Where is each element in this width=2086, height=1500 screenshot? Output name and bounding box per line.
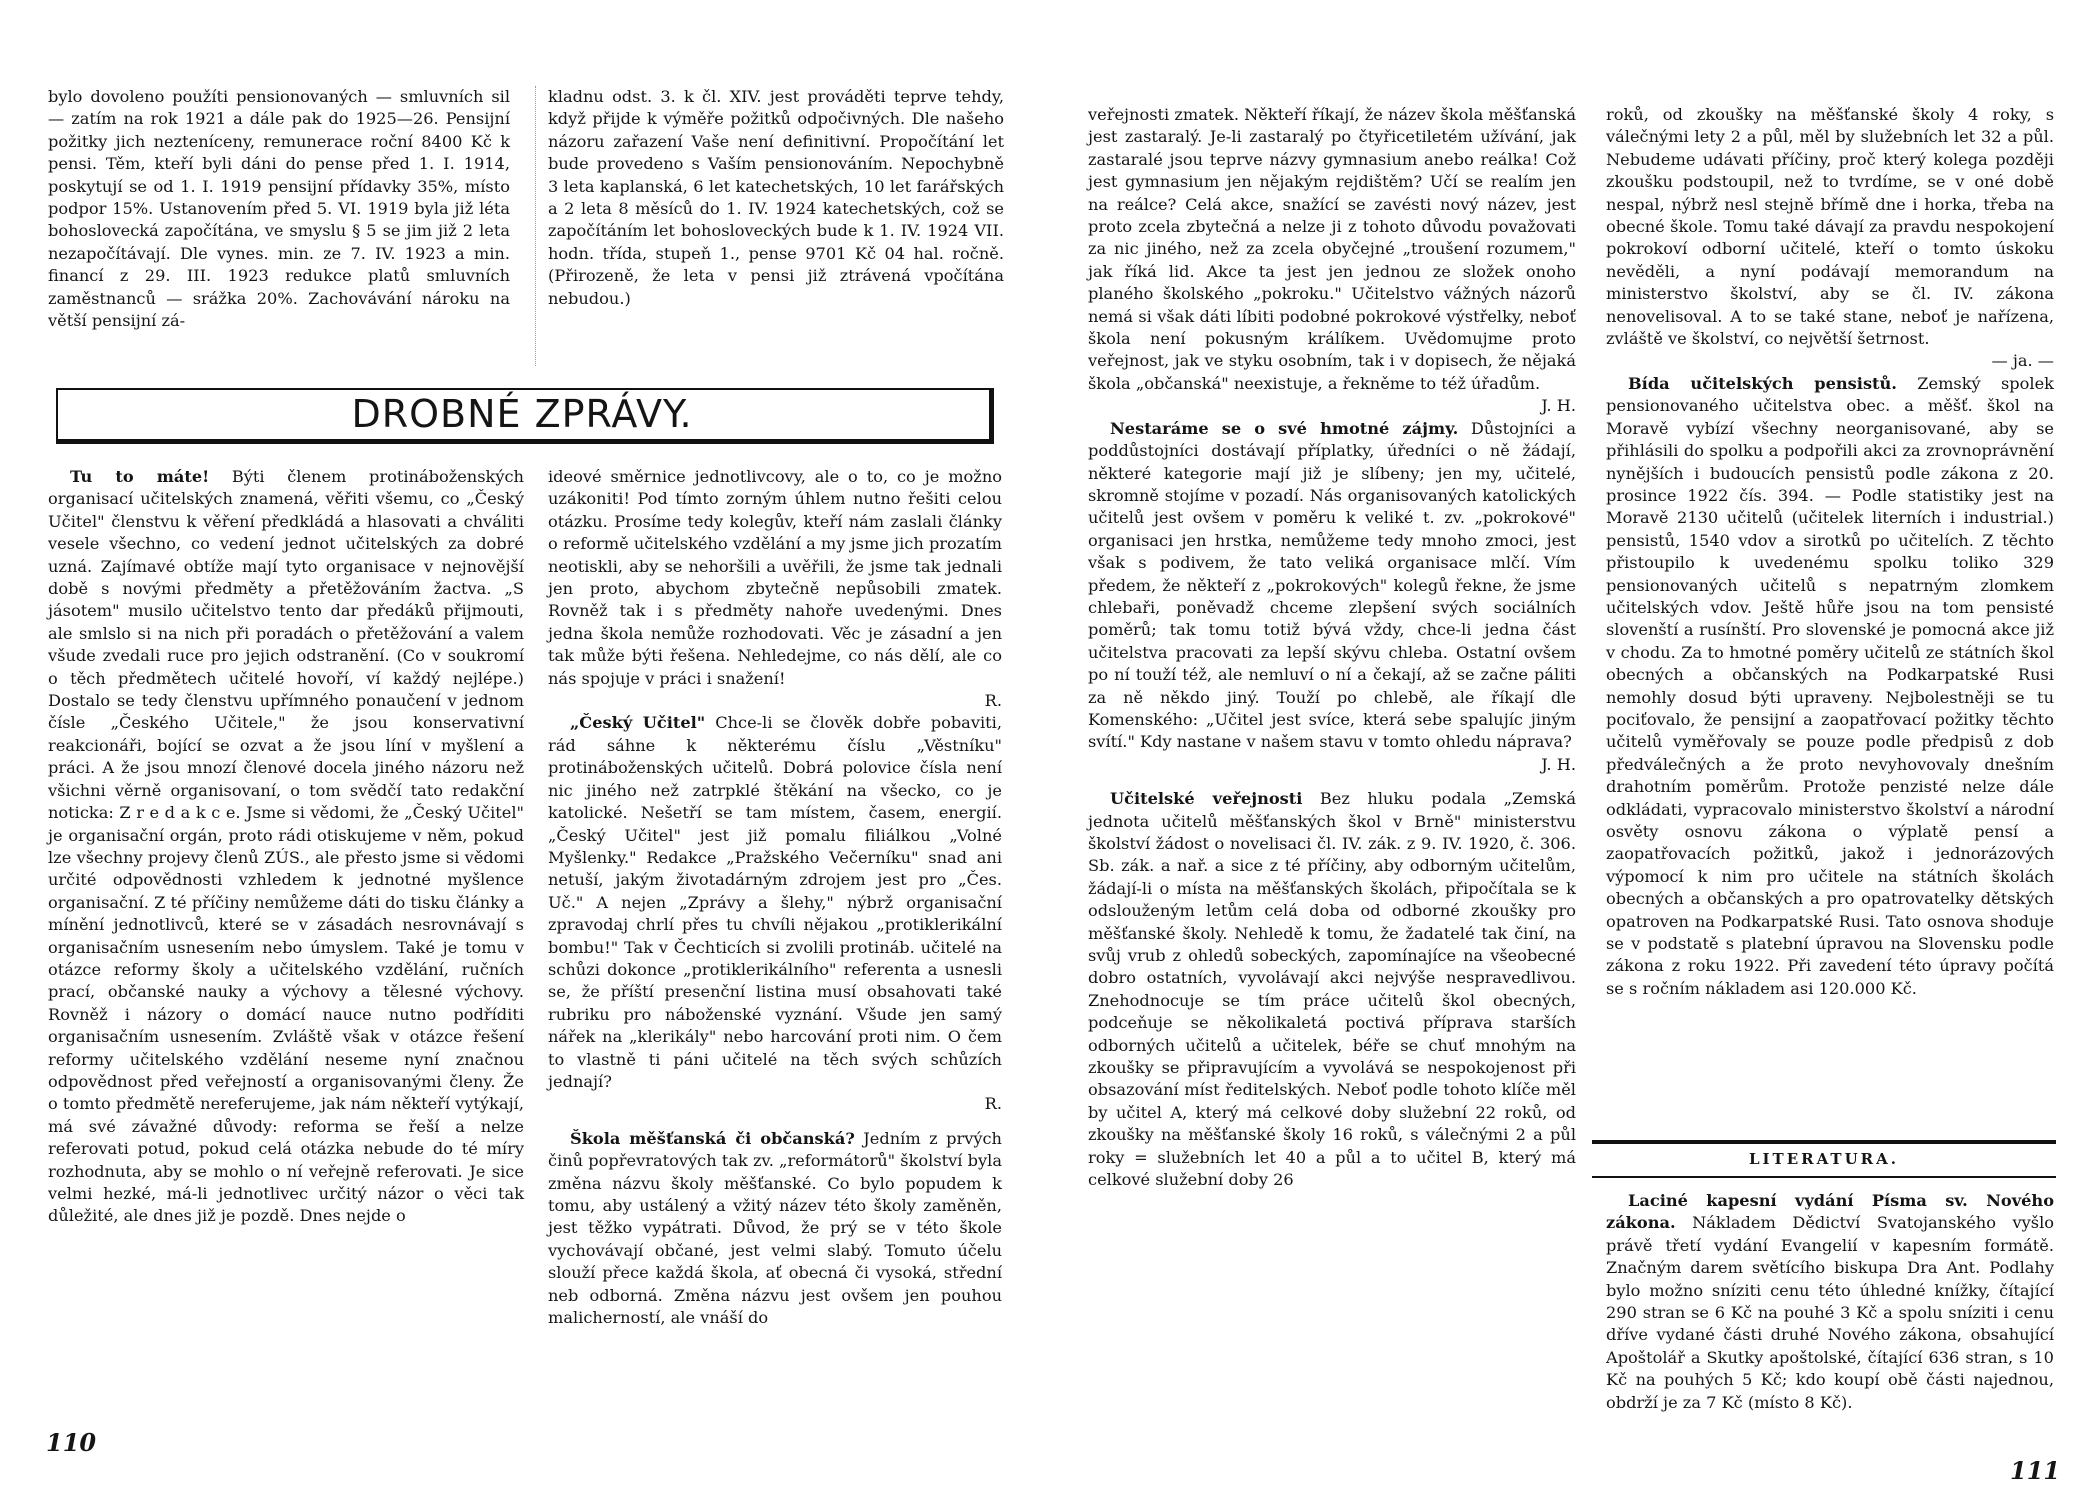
signature: — ja. —: [1991, 351, 2054, 371]
literature-column: [1606, 1190, 2054, 1414]
page-number: 111: [2010, 1456, 2061, 1485]
news-item-heading: Tu to máte!: [70, 467, 210, 486]
news-item: [548, 712, 1002, 1093]
news-item: [1088, 418, 1576, 754]
article-continuation-right: [548, 86, 1004, 310]
news-item-text: Zemský spolek pensionovaného učitelstva obec. a měšť. škol na Moravě vybízí všechny neorganisované, aby se přihlásili do spolku a podpořili akci za zrovnoprávnění nynějších i budoucích pensistů podle zákona z 20. prosince 1922 čís. 394. — Podle statistiky jest na Moravě 2130 učitelů (učitelek literních i industrial.) pensistů, 1540 vdov a sirotků po učitelích. Z těchto přistoupilo k uvedenému spolku toliko 329 pensionovaných učitelů s nepatrným zlomkem učitelských vdov. Ještě hůře jsou na tom pensisté slovenští a rusínští. Pro slovenské je pomocná akce již v chodu. Za to hmotné poměry učitelů ze státních škol obecných a občanských na Podkarpatské Rusi nemohly dosud býti upraveny. Nejbolestněji se tu pociťovalo, že pensijní a zaopatřovací požitky těchto učitelů vyměřovaly se pouze podle předpisů z dob předválečných a že proto nevyhovovaly dnešním drahotním poměrům. Protože penzisté nelze dále odkládati, vypracovalo ministerstvo školství a národní osvěty osnovu zákona o výplatě pensí a zaopatřovacích požitků, jakož i jednorázových výpomocí k nim pro učitele na státních školách obecných a občanských a pro opatrovatelky dětských opatroven na Podkarpatské Rusi. Tato osnova shoduje se v podstatě s platební úpravou na Slovensku podle zákona z roku 1922. Při zavedení této úpravy počítá se s ročním nákladem asi 120.000 Kč.: [1606, 373, 2054, 998]
signature: J. H.: [1541, 396, 1576, 416]
section-title: DROBNÉ ZPRÁVY.: [351, 392, 693, 436]
literature-heading-box: [1592, 1140, 2056, 1178]
news-item-text: Důstojníci a poddůstojníci dostávají příplatky, úředníci o ně žádají, některé kategorie mají již je slíbeny; jen my, učitelé, skromně stojíme v pozadí. Nás organisovaných katolických učitelů jest ovšem v poměru k veliké t. zv. „pokrokové" organisaci jen hrstka, nemůžeme tedy mnoho zmoci, jest však s podivem, že tato veliká organisace mlčí. Vím předem, že někteří z „pokrokových" kolegů řekne, že jsme chlebaři, poněvadž chceme zlepšení svých sociálních poměrů; tak tomu totiž bývá vždy, chce-li jedna část učitelstva pracovati za lepší skývu chleba. Ostatní ovšem po ní touží též, ale nemluví o ní a čekají, až se začne páliti za ně někdo jiný. Touží po chlebě, ale říkají dle Komenského: „Učitel jest svíce, která sebe spalujíc jiným svítí." Kdy nastane v našem stavu v tomto ohledu náprava?: [1088, 418, 1577, 752]
literature-item-heading: Laciné kapesní vydání Písma sv. Nového zákona.: [1606, 1191, 2054, 1233]
body-text: kladnu odst. 3. k čl. XIV. jest prováděti teprve tehdy, když přijde k výměře požitků odpočivných. Dle našeho názoru zařazení Vaše není definitivní. Propočítání let bude provedeno s Vaším pensionováním. Nepochybně 3 leta kaplanská, 6 let katechetských, 10 let farářských a 2 leta 8 měsíců do 1. IV. 1924 katechetských, což se započítáním let bohosloveckých bude k 1. IV. 1924 VII. hodn. třída, stupeň 1., pense 9701 Kč 04 hal. ročně. (Přirozeně, že leta v pensi již ztrávená vpočítána nebudou.): [548, 87, 1004, 308]
news-item-text: veřejnosti zmatek. Někteří říkají, že název škola měšťanská jest zastaralý. Je-li zastaralý po čtyřicetiletém užívání, jak zastaralé jsou teprve názvy gymnasium anebo reálka! Což jest gymnasium jen nějakým rejdištěm? Učí se realím jen na reálce? Celá akce, snažící se zavésti nový název, jest proto zcela zbytečná a nelze ji z tohoto důvodu považovati za nic jiného, než za zcela obyčejné „troušení rozumem," jak říká lid. Akce ta jest jen jednou ze složek onoho planého školského „pokroku." Učitelstvo vážných názorů nemá si však dáti líbiti podobné pokrokové výstřelky, neboť škola není pokusným králíkem. Uvědomujme proto veřejnost, jak ve styku osobním, tak i v dopisech, že nějaká škola „občanská" neexistuje, a řekněme to též úřadům.: [1088, 105, 1576, 393]
page-number: 110: [46, 1428, 97, 1457]
news-item: [1606, 373, 2054, 1000]
news-item-heading: „Český Učitel": [570, 713, 706, 733]
news-item-heading: Učitelské veřejnosti: [1110, 789, 1303, 809]
news-item: [1088, 788, 1576, 1191]
news-column-3: [1088, 104, 1576, 1192]
signature: R.: [984, 1094, 1002, 1114]
news-item-heading: Bída učitelských pensistů.: [1628, 373, 1897, 393]
news-item-text: Chce-li se člověk dobře pobaviti, rád sáhne k některému číslu „Věstníku" protináboženských učitelů. Dobrá polovice čísla není nic jiného než zatrpklé štěkání na všecko, co je katolické. Nešetří se tam místem, časem, energií. „Český Učitel" jest již pomalu filiálkou „Volné Myšlenky." Redakce „Pražského Večerníku" snad ani netuší, jakým životadárným zdrojem jest pro „Čes. Uč." A nejen „Zprávy a šlehy," nýbrž organisační zpravodaj chrlí přes tu chvíli nějakou „protiklerikální bombu!" Tak v Čechticích si zvolili protináb. učitelé na schůzi dokonce „protiklerikálního" referenta a usnesli se, že příští presenční listina musí obsahovati také rubriku pro náboženské vyznání. Všude jen samý nářek na „klerikály" nebo harcování proti nim. O čem to vlastně ti páni učitelé na těch svých schůzích jednají?: [548, 713, 1002, 1091]
literature-item-text: Nákladem Dědictví Svatojanského vyšlo právě třetí vydání Evangelií v kapesním formátě. Značným darem světícího biskupa Dra Ant. Podlahy bylo možno sníziti cenu této úhledné knížky, čítající 290 stran se 6 Kč na pouhé 3 Kč a spolu sníziti i cenu dříve vydané části druhé Nového zákona, obsahující Apoštolář a Skutky apoštolské, čítající 636 stran, s 10 Kč na pouhých 5 Kč; kdo koupí obě části najednou, obdrží je za 7 Kč (místo 8 Kč).: [1606, 1213, 2054, 1412]
news-column-1: [48, 466, 524, 1228]
news-item-heading: Škola měšťanská či občanská?: [570, 1128, 855, 1148]
body-text: bylo dovoleno použíti pensionovaných — smluvních sil — zatím na rok 1921 a dále pak do 1925—26. Pensijní požitky jich nezteníceny, remunerace roční 8400 Kč k pensi. Těm, kteří byli dáni do pense před 1. I. 1914, poskytují se od 1. I. 1919 pensijní přídavky 35%, místo podpor 15%. Ustanovením před 5. VI. 1919 byla již léta bohoslovecká započítána, ve smyslu § 5 se jim již 2 leta nezapočítávají. Dle vynes. min. ze 7. IV. 1923 a min. financí z 29. III. 1923 redukce platů smluvních zaměstnanců — srážka 20%. Zachovávání nároku na větší pensijní zá-: [48, 87, 510, 331]
news-item-text: ideové směrnice jednotlivcovy, ale o to, co je možno uzákoniti! Pod tímto zorným úhlem nutno řešiti celou otázku. Prosíme tedy kolegův, kteří nám zaslali články o reformě učitelského vzdělání a my jsme jich prozatím neotiskli, aby se nehoršili a uvěřili, že jsme tak jednali jen proto, abychom zbytečně nepůsobili zmatek. Rovněž tak i s předměty nahoře uvedenými. Dnes jedna škola nemůže rozhodovati. Věc je zásadní a jen tak může býti řešena. Nehledejme, co nás dělí, ale co nás spojuje v práci i snažení!: [548, 467, 1002, 688]
news-item-text: roků, od zkoušky na měšťanské školy 4 roky, s válečnými lety 2 a půl, měl by služebních let 32 a půl. Nebudeme udávati příčiny, proč který kolega později zkoušku podstoupil, než to tvrdíme, se v oné době nespal, nýbrž nesl stejně břímě dne i horka, třeba na obecné škole. Tomu také dávají za pravdu nespokojení pokrokoví odborní učitelé, kteří o tomto úskoku nevěděli, a nyní podávají memorandum na ministerstvo školství, aby se čl. IV. zákona nenovelisoval. A to se také stane, neboť je nařízena, zvláště ve školství, co největší šetrnost.: [1606, 105, 2054, 349]
news-column-2: [548, 466, 1002, 1329]
literature-item: [1606, 1190, 2054, 1414]
signature: R.: [984, 691, 1002, 711]
literature-heading: LITERATURA.: [1748, 1150, 1899, 1168]
news-item-text: Jedním z prvých činů popřevratových tak zv. „reformátorů" školství byla změna názvu školy měšťanské. Co bylo popudem k tomu, aby ustálený a vžitý název této školy zaměněn, jest těžko vypátrati. Důvod, že prý se v této škole vychovávají občané, jest velmi slabý. Tomuto účelu slouží přece každá škola, ať obecná či vysoká, střední neb odborná. Změna názvu jest ovšem jen pouhou malicherností, ale vnáší do: [548, 1128, 1002, 1328]
signature: J. H.: [1541, 754, 1576, 774]
news-item: [48, 466, 524, 1228]
news-column-4: [1606, 104, 2054, 1000]
news-item-text: Býti členem protináboženských organisací učitelských znamená, věřiti všemu, co „Český Učitel" členstvu k věření předkládá a hlasovati a chváliti vesele všechno, co vedení jednot učitelských za dobré uzná. Zajímavé obtíže mají tyto organisace v nejnovější době s novými předměty a přetěžováním žactva. „S jásotem" musilo učitelstvo tento dar předáků přijmouti, ale smlslo si na nich při poradách o přetěžování a valem všude zvedali ruce pro jejich odstranění. (Co v soukromí o těch předmětech učitelé hovoří, ví každý nejlépe.) Dostalo se tedy členstvu upřímného ponaučení v jednom čísle „Českého Učitele," že jsou konservativní reakcionáři, bojící se ozvat a že jsou líní v myšlení a práci. A že jsou mnozí členové docela jiného názoru než všichni věrně organisovaní, o tom svědčí tato redakční noticka: Z r e d a k c e. Jsme si vědomi, že „Český Učitel" je organisační orgán, proto rádi otiskujeme v něm, pokud lze všechny projevy členů ZÚS., ale přesto jsme si vědomi určité odpovědnosti vzhledem k jednotné myšlence organisační. Z té příčiny nemůžeme dáti do tisku články a mínění jednotlivců, které se v zásadách nesrovnávají s organisačním usnesením nebo úmyslem. Také je tomu v otázce reformy školy a učitelského vzdělání, ručních prací, občanské nauky a výchovy a tělesné výchovy. Rovněž i názory o domácí nauce nutno podříditi organisačním usnesením. Zvláště však v otázce řešení reformy učitelského vzdělání neseme nyní značnou odpovědnost před veřejností a organisovanými členy. Že o tomto předmětě nereferujeme, jak nám někteří vytýkají, má své závažné důvody: reforma se řeší a nelze referovati potud, pokud celá otázka nebude do té míry rozhodnuta, aby se mohlo o ní veřejně referovati. Je sice velmi hezké, má-li jednotlivec určitý názor o věci tak důležité, ale dnes již je pozdě. Dnes nejde o: [48, 467, 524, 1226]
news-item-heading: Nestaráme se o své hmotné zájmy.: [1110, 418, 1459, 438]
article-continuation-left: [48, 86, 510, 332]
column-rule: [535, 86, 537, 366]
section-banner: [48, 388, 996, 450]
news-item: [548, 1128, 1002, 1330]
news-item-text: Bez hluku podala „Zemská jednota učitelů měšťanských škol v Brně" ministerstvu školství žádost o novelisaci čl. IV. zák. z 9. IV. 1920, č. 306. Sb. zák. a nař. a sice z té příčiny, aby odborným učitelům, žádají-li o místa na měšťanských školách, připočítala se k odslouženým letům celá doba od odborné zkoušky pro měšťanské školy. Nehledě k tomu, že žadatelé tak činí, na svůj vrub z ohledů sobeckých, zapomínajíce na všeobecné dobro ostatních, vyvolávají akci nejvýše nespravedlivou. Znehodnocuje se tím práce učitelů škol obecných, podceňuje se několikaletá poctivá příprava starších odborných učitelů a učitelek, béře se chuť mnohým na zkoušky se připravujícím a vyvolává se nespokojenost při obsazování míst ředitelských. Neboť podle tohoto klíče měl by učitel A, který má celkové doby služební 22 roků, od zkoušky na měšťanské školy 16 roků, s válečnými 2 a půl roky = služebních let 40 a půl a to učitel B, který má celkové služební doby 26: [1088, 789, 1576, 1190]
